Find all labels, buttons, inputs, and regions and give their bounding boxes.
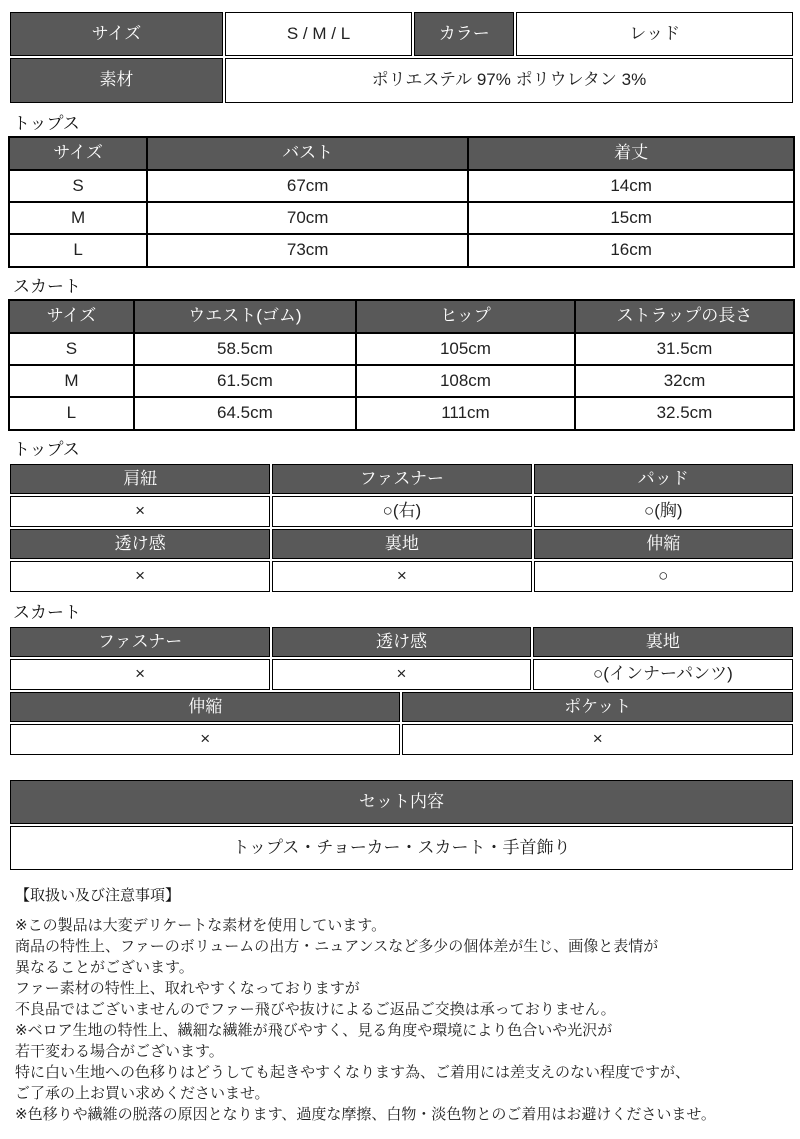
data-cell: ×	[10, 561, 270, 591]
header-cell: 着丈	[468, 137, 794, 169]
section-label-tops-features: トップス	[13, 439, 80, 459]
data-cell: 73cm	[147, 234, 468, 266]
data-cell: ○(胸)	[534, 496, 793, 526]
header-cell: ファスナー	[272, 464, 531, 494]
header-cell: ウエスト(ゴム)	[134, 300, 356, 332]
data-cell: 31.5cm	[575, 333, 794, 365]
data-cell: ×	[10, 496, 270, 526]
data-cell: 70cm	[147, 202, 468, 234]
notes-section	[15, 886, 795, 1125]
feature-value-row	[10, 659, 793, 689]
header-cell: 伸縮	[10, 692, 400, 722]
set-contents-table	[8, 778, 795, 873]
notes-line: 若干変わる場合がございます。	[15, 1042, 224, 1060]
notes-line: ※この製品は大変デリケートな素材を使用しています。	[15, 916, 387, 934]
feature-header-row	[10, 529, 793, 559]
notes-line: 特に白い生地への色移りはどうしても起きやすくなります為、ご着用には差支えのない程度ですが、	[15, 1063, 691, 1081]
data-cell: 111cm	[356, 397, 575, 429]
header-cell: 裏地	[272, 529, 531, 559]
data-cell: 58.5cm	[134, 333, 356, 365]
summary-row-size-color	[10, 12, 793, 56]
data-cell: ○	[534, 561, 793, 591]
header-cell: パッド	[534, 464, 793, 494]
header-cell: ヒップ	[356, 300, 575, 332]
size-value-cell: S / M / L	[225, 12, 412, 56]
table-row	[9, 333, 794, 365]
notes-line: 不良品ではございませんのでファー飛びや抜けによるご返品ご交換は承っておりません。	[15, 1000, 616, 1018]
skirt-features-table	[8, 625, 795, 757]
header-cell: 裏地	[533, 627, 793, 657]
set-contents-header-cell: セット内容	[10, 780, 793, 824]
data-cell: L	[9, 397, 134, 429]
data-cell: S	[9, 170, 147, 202]
data-cell: 61.5cm	[134, 365, 356, 397]
header-cell: 透け感	[10, 529, 270, 559]
notes-line: 異なることがございます。	[15, 958, 194, 976]
data-cell: 15cm	[468, 202, 794, 234]
color-label-cell: カラー	[414, 12, 514, 56]
table-row	[9, 397, 794, 429]
data-cell: L	[9, 234, 147, 266]
skirt-size-table	[8, 299, 795, 431]
header-cell: 伸縮	[534, 529, 793, 559]
set-contents-header-row	[10, 780, 793, 824]
tops-features-table	[8, 462, 795, 594]
table-header-row	[9, 300, 794, 332]
section-label-skirt-size: スカート	[13, 276, 81, 296]
data-cell: 108cm	[356, 365, 575, 397]
feature-value-row	[10, 496, 793, 526]
header-cell: サイズ	[9, 300, 134, 332]
header-cell: 肩紐	[10, 464, 270, 494]
notes-heading: 【取扱い及び注意事項】	[15, 887, 181, 905]
data-cell: 67cm	[147, 170, 468, 202]
feature-header-row	[10, 464, 793, 494]
summary-row-material	[10, 58, 793, 102]
table-row	[9, 365, 794, 397]
header-cell: ポケット	[402, 692, 793, 722]
data-cell: M	[9, 202, 147, 234]
data-cell: 14cm	[468, 170, 794, 202]
header-cell: バスト	[147, 137, 468, 169]
data-cell: ×	[10, 659, 270, 689]
header-cell: サイズ	[9, 137, 147, 169]
data-cell: ×	[10, 724, 400, 754]
summary-table	[8, 10, 795, 105]
data-cell: ×	[272, 659, 531, 689]
data-cell: 32.5cm	[575, 397, 794, 429]
feature-value-row	[10, 561, 793, 591]
material-label-cell: 素材	[10, 58, 223, 102]
data-cell: 105cm	[356, 333, 575, 365]
notes-line: ※色移りや繊維の脱落の原因となります、過度な摩擦、白物・淡色物とのご着用はお避けくださいませ。	[15, 1105, 716, 1123]
data-cell: ○(インナーパンツ)	[533, 659, 793, 689]
set-contents-value-row	[10, 826, 793, 870]
size-label-cell: サイズ	[10, 12, 223, 56]
tops-size-table	[8, 136, 795, 268]
data-cell: 32cm	[575, 365, 794, 397]
feature-value-row	[10, 724, 793, 754]
table-row	[9, 202, 794, 234]
table-row	[9, 170, 794, 202]
data-cell: M	[9, 365, 134, 397]
notes-line: ファー素材の特性上、取れやすくなっておりますが	[15, 979, 360, 997]
data-cell: 16cm	[468, 234, 794, 266]
data-cell: ○(右)	[272, 496, 531, 526]
table-header-row	[9, 137, 794, 169]
data-cell: S	[9, 333, 134, 365]
color-value-cell: レッド	[516, 12, 793, 56]
set-contents-value-cell: トップス・チョーカー・スカート・手首飾り	[10, 826, 793, 870]
header-cell: ファスナー	[10, 627, 270, 657]
section-label-tops-size: トップス	[13, 113, 80, 133]
table-row	[9, 234, 794, 266]
data-cell: ×	[272, 561, 531, 591]
data-cell: 64.5cm	[134, 397, 356, 429]
feature-header-row	[10, 692, 793, 722]
feature-header-row	[10, 627, 793, 657]
notes-line: ご了承の上お買い求めくださいませ。	[15, 1084, 270, 1102]
header-cell: 透け感	[272, 627, 531, 657]
notes-line: ※ベロア生地の特性上、繊細な繊維が飛びやすく、見る角度や環境により色合いや光沢が	[15, 1021, 613, 1039]
section-label-skirt-features: スカート	[13, 602, 81, 622]
notes-line: 商品の特性上、ファーのボリュームの出方・ニュアンスなど多少の個体差が生じ、画像と表情が	[15, 937, 659, 955]
header-cell: ストラップの長さ	[575, 300, 794, 332]
material-value-cell: ポリエステル 97% ポリウレタン 3%	[225, 58, 793, 102]
data-cell: ×	[402, 724, 793, 754]
